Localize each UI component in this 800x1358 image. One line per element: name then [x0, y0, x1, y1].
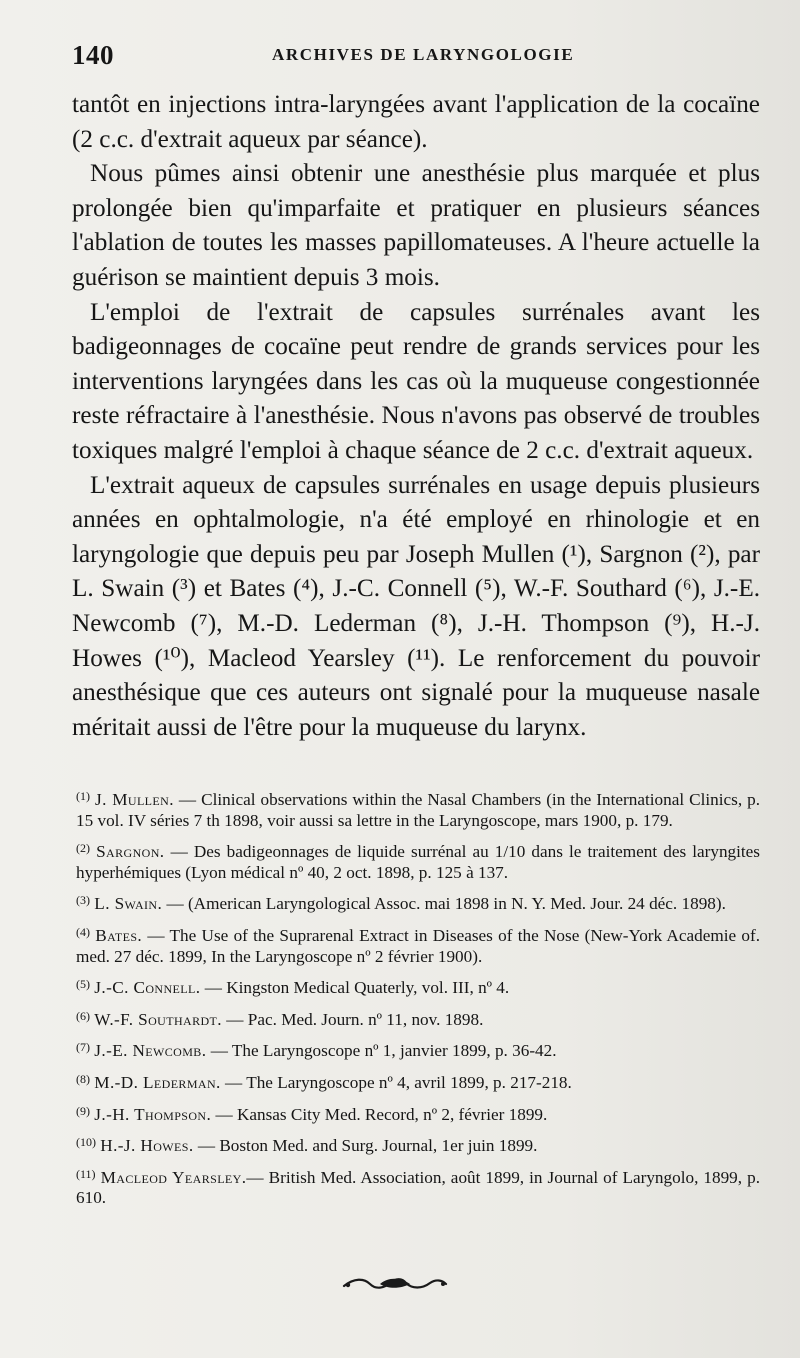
- footnote-mark: (1): [76, 789, 90, 803]
- footnote-text: — The Laryngoscope nº 4, avril 1899, p. 217-218.: [220, 1072, 572, 1092]
- footnote: [76, 838, 760, 883]
- footnote-author: L. Swain.: [94, 894, 163, 914]
- paragraph: Nous pûmes ainsi obtenir une anesthésie plus marquée et plus prolongée bien qu'imparfaite et pratiquer en plusieurs séances l'ablation de toutes les masses papillomateuses. A l'heure actuelle la guérison se maintient depuis 3 mois.: [72, 160, 760, 291]
- footnote-mark: (4): [76, 924, 90, 939]
- ornament-divider-icon: [340, 1274, 450, 1294]
- paragraph: L'extrait aqueux de capsules surrénales en usage depuis plusieurs années en ophtalmologie, n'a été employé en rhinologie et en laryngologie que depuis peu par Joseph Mullen (¹), Sargnon (²), par L. Swain (³) et Bates (⁴), J.-C. Connell (⁵), W.-F. Southard (⁶), J.-E. Newcomb (⁷), M.-D. Lederman (⁸), J.-H. Thompson (⁹), H.-J. Howes (¹⁰), Macleod Yearsley (¹¹). Le renforcement du pouvoir anesthésique que ces auteurs ont signalé pour la muqueuse nasale méritait aussi de l'être pour la muqueuse du larynx.: [72, 471, 760, 741]
- footnote-author: Macleod Yearsley.: [100, 1167, 247, 1187]
- footnote-text: — Boston Med. and Surg. Journal, 1er juin 1899.: [193, 1136, 538, 1156]
- page-header: [72, 40, 760, 76]
- footnote-mark: (2): [76, 841, 90, 856]
- footnote-text: — Pac. Med. Journ. nº 11, nov. 1898.: [222, 1009, 484, 1029]
- footnote: [76, 890, 760, 915]
- footnote-author: W.-F. Southardt.: [94, 1009, 222, 1029]
- footnote-mark: (7): [76, 1040, 90, 1055]
- footnote-text: — The Use of the Suprarenal Extract in Diseases of the Nose (New-York Academie of. med. 27 déc. 1899, In the Laryngoscope nº 2 février 1900).: [76, 925, 760, 966]
- footnote-author: J.-C. Connell.: [94, 978, 201, 998]
- footnote-text: — Clinical observations within the Nasal Chambers (in the International Clinics, p. 15 vol. IV séries 7 th 1898, voir aussi sa lettre in the Laryngoscope, mars 1900, p. 179.: [76, 790, 761, 830]
- footnote-text: — British Med. Association, août 1899, in Journal of Laryngolo, 1899, p. 610.: [76, 1167, 760, 1208]
- footnote-text: — (American Laryngological Assoc. mai 1898 in N. Y. Med. Jour. 24 déc. 1898).: [162, 894, 726, 914]
- footnote-author: J.-H. Thompson.: [94, 1104, 212, 1124]
- footnote-mark: (6): [76, 1008, 90, 1023]
- footnote-mark: (9): [76, 1103, 90, 1118]
- footnote-author: M.-D. Lederman.: [94, 1072, 221, 1092]
- paragraph: tantôt en injections intra-laryngées avant l'application de la cocaïne (2 c.c. d'extrait aqueux par séance).: [72, 91, 760, 153]
- footnote-text: — Des badigeonnages de liquide surrénal au 1/10 dans le traitement des laryngites hyperhémiques (Lyon médical nº 40, 2 oct. 1898, p. 125 à 137.: [76, 842, 761, 882]
- running-title: ARCHIVES DE LARYNGOLOGIE: [272, 45, 575, 64]
- footnote-mark: (3): [76, 893, 90, 908]
- footnote: [76, 1069, 760, 1094]
- footnote-text: — Kansas City Med. Record, nº 2, février 1899.: [211, 1104, 548, 1124]
- footnote: [76, 1101, 760, 1126]
- footnote-mark: (11): [76, 1166, 96, 1181]
- footnote: [76, 1037, 760, 1062]
- footnote: [76, 922, 760, 967]
- footnote: [76, 1164, 760, 1209]
- footnote-mark: (5): [76, 977, 90, 992]
- footnote: [76, 1006, 760, 1031]
- paragraph: L'emploi de l'extrait de capsules surrénales avant les badigeonnages de cocaïne peut rendre de grands services pour les interventions laryngées dans les cas où la muqueuse congestionnée reste réfractaire à l'anesthésie. Nous n'avons pas observé de troubles toxiques malgré l'emploi à chaque séance de 2 c.c. d'extrait aqueux.: [72, 298, 760, 464]
- page-number: 140: [72, 40, 114, 70]
- footnote-mark: (8): [76, 1071, 90, 1086]
- footnote-author: Bates.: [95, 925, 143, 945]
- footnote-author: J. Mullen.: [95, 790, 174, 809]
- footnote: [76, 974, 760, 999]
- footnote-author: J.-E. Newcomb.: [94, 1041, 207, 1061]
- footnote-author: Sargnon.: [96, 842, 165, 862]
- footnote-mark: (10): [76, 1135, 96, 1150]
- footnote-text: — The Laryngoscope nº 1, janvier 1899, p. 36-42.: [206, 1041, 557, 1061]
- footnote: [76, 1132, 760, 1157]
- footnote: [76, 786, 760, 831]
- footnote-author: H.-J. Howes.: [100, 1136, 194, 1156]
- body-text: [72, 88, 760, 745]
- footnote-text: — Kingston Medical Quaterly, vol. III, nº 4.: [200, 978, 510, 998]
- footnotes: [76, 786, 760, 1216]
